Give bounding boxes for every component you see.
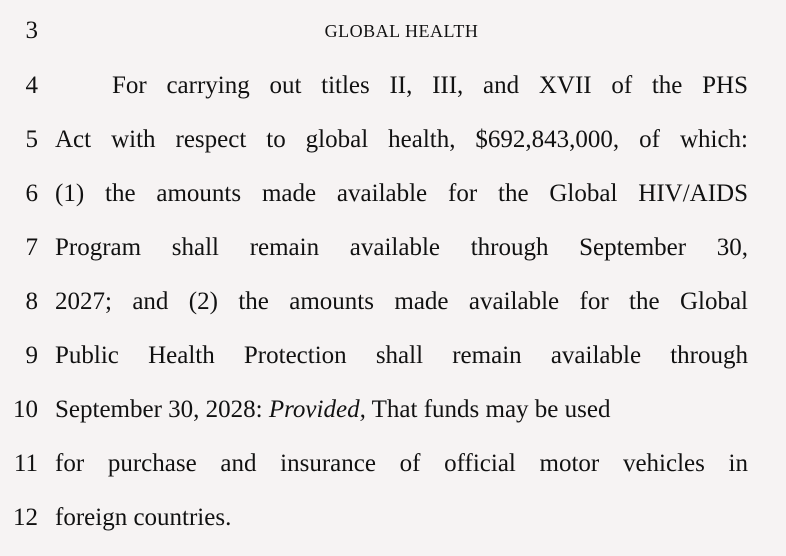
line-text: foreign countries.: [55, 504, 232, 531]
line-text: Program shall remain available through September 30,: [55, 234, 748, 261]
line-number: 8: [25, 288, 38, 315]
line-text: Public Health Protection shall remain available through: [55, 342, 748, 369]
text-line: [0, 498, 786, 538]
line-number: 4: [25, 72, 38, 99]
text-line: [0, 228, 786, 268]
line-number: 11: [13, 450, 38, 477]
text-line: [0, 120, 786, 160]
line-text: 2027; and (2) the amounts made available for the Global: [55, 288, 748, 315]
text-line: [0, 282, 786, 322]
line-number: 6: [25, 180, 38, 207]
line-text: Act with respect to global health, $692,843,000, of which:: [55, 126, 748, 153]
text-line: [0, 66, 786, 106]
line-text-post: That funds may be used: [365, 396, 611, 423]
line-number: 9: [25, 342, 38, 369]
heading-line: [0, 11, 786, 51]
proviso-italic: Provided,: [268, 396, 366, 423]
line-number: 7: [25, 234, 38, 261]
section-heading: GLOBAL HEALTH: [324, 21, 479, 41]
line-number: 3: [25, 17, 38, 44]
line-text: (1) the amounts made available for the Global HIV/AIDS: [55, 180, 748, 207]
text-line: [0, 390, 786, 430]
line-text: [55, 390, 748, 430]
text-line: [0, 174, 786, 214]
line-text-pre: September 30, 2028:: [55, 396, 269, 423]
line-text: for purchase and insurance of official motor vehicles in: [55, 450, 748, 477]
line-text: For carrying out titles II, III, and XVII of the PHS: [112, 72, 748, 99]
line-number: 5: [25, 126, 38, 153]
text-line: [0, 444, 786, 484]
line-number: 12: [13, 504, 38, 531]
text-line: [0, 336, 786, 376]
line-number: 10: [13, 396, 38, 423]
